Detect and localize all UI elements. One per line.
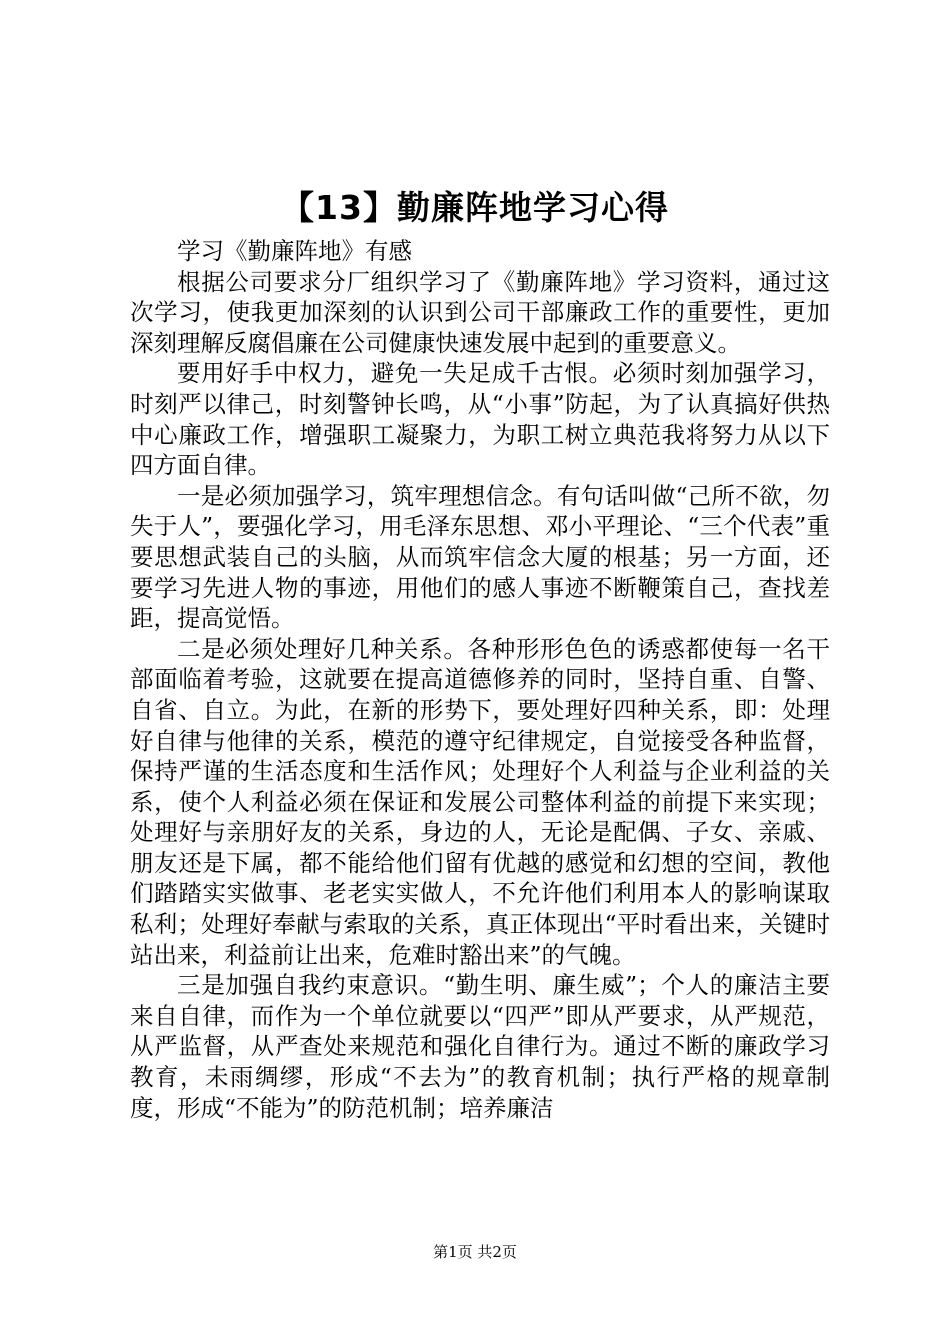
paragraph-point-three: 三是加强自我约束意识。“勤生明、廉生威”；个人的廉洁主要来自自律，而作为一个单位就要以“四严”即从严要求，从严规范，从严监督，从严查处来规范和强化自律行为。通过不断的廉政学习教育，未雨绸缪，形成“不去为”的教育机制；执行严格的规章制度，形成“不能为”的防范机制；培养廉洁 xyxy=(130,971,830,1122)
page-number-footer: 第1页 共2页 xyxy=(433,1243,517,1261)
paragraph-point-one: 一是必须加强学习，筑牢理想信念。有句话叫做“己所不欲，勿失于人”，要强化学习，用毛泽东思想、邓小平理论、“三个代表”重要思想武装自己的头脑，从而筑牢信念大厦的根基；另一方面，还要学习先进人物的事迹，用他们的感人事迹不断鞭策自己，查找差距，提高觉悟。 xyxy=(130,481,830,633)
paragraph-intro: 根据公司要求分厂组织学习了《勤廉阵地》学习资料，通过这次学习，使我更加深刻的认识到公司干部廉政工作的重要性，更加深刻理解反腐倡廉在公司健康快速发展中起到的重要意义。 xyxy=(130,267,830,357)
document-title: 【13】勤廉阵地学习心得 xyxy=(281,188,669,227)
paragraph-power: 要用好手中权力，避免一失足成千古恨。必须时刻加强学习，时刻严以律己，时刻警钟长鸣，从“小事”防起，为了认真搞好供热中心廉政工作，增强职工凝聚力，为职工树立典范我将努力从以下四方面自律。 xyxy=(130,359,830,480)
paragraph-subtitle: 学习《勤廉阵地》有感 xyxy=(177,237,412,265)
document-body xyxy=(130,236,830,1123)
paragraph-point-two: 二是必须处理好几种关系。各种形形色色的诱惑都使每一名干部面临着考验，这就要在提高道德修养的同时，坚持自重、自警、自省、自立。为此，在新的形势下，要处理好四种关系，即：处理好自律与他律的关系，模范的遵守纪律规定，自觉接受各种监督，保持严谨的生活态度和生活作风；处理好个人利益与企业利益的关系，使个人利益必须在保证和发展公司整体利益的前提下来实现；处理好与亲朋好友的关系，身边的人，无论是配偶、子女、亲戚、朋友还是下属，都不能给他们留有优越的感觉和幻想的空间，教他们踏踏实实做事、老老实实做人，不允许他们利用本人的影响谋取私利；处理好奉献与索取的关系，真正体现出“平时看出来，关键时站出来，利益前让出来，危难时豁出来”的气魄。 xyxy=(130,634,830,969)
